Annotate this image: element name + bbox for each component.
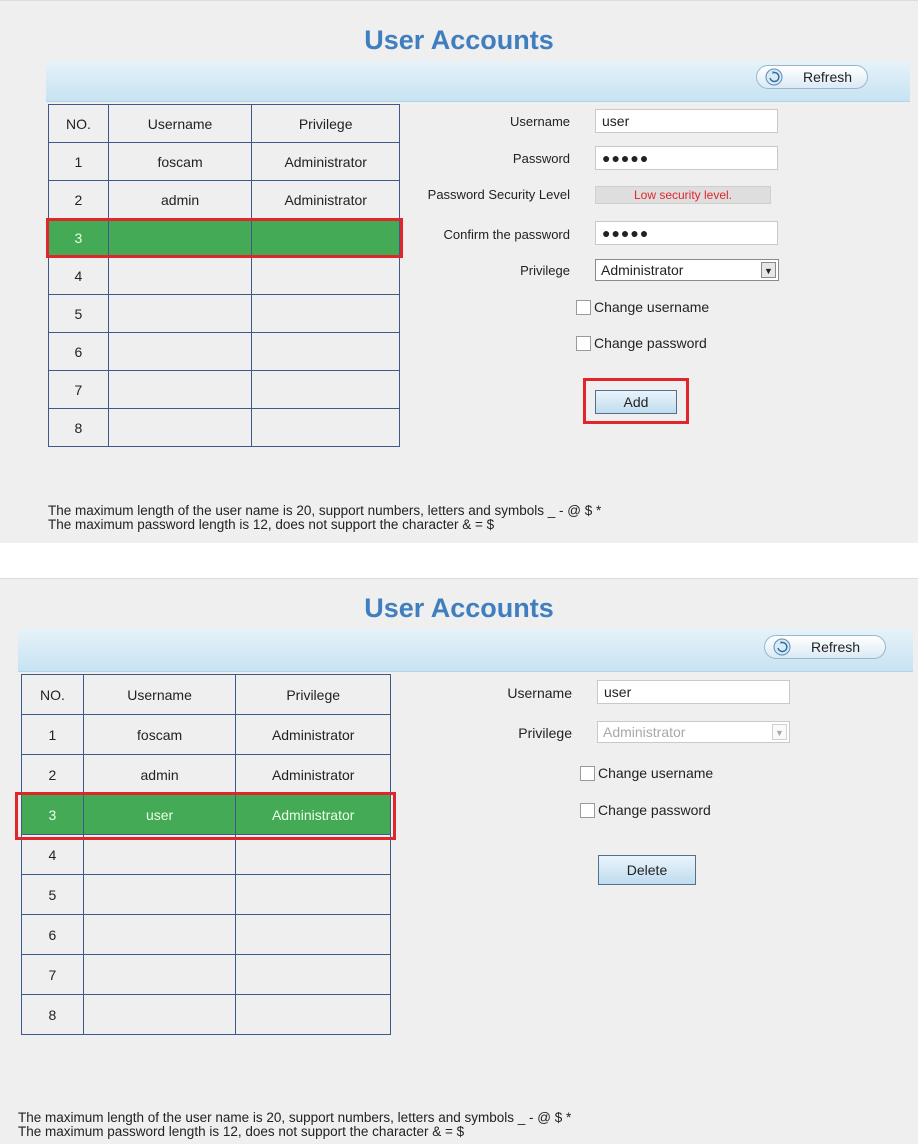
change-password-checkbox[interactable] [576, 335, 707, 351]
cell-username [108, 295, 252, 333]
cell-privilege [252, 371, 400, 409]
page-title: User Accounts [364, 25, 554, 55]
chevron-down-icon[interactable]: ▼ [772, 724, 787, 740]
cell-username [108, 409, 252, 447]
change-username-checkbox[interactable] [576, 299, 709, 315]
username-rules-note: The maximum length of the user name is 20, support numbers, letters and symbols _ - @ $ * [18, 1110, 572, 1125]
cell-no: 3 [49, 219, 109, 257]
confirm-password-label: Confirm the password [443, 227, 570, 242]
username-rules-note: The maximum length of the user name is 20, support numbers, letters and symbols _ - @ $ * [48, 503, 602, 518]
checkbox-icon[interactable] [580, 803, 595, 818]
change-password-label: Change password [598, 802, 711, 818]
username-label: Username [510, 114, 570, 129]
cell-no: 4 [22, 835, 84, 875]
change-username-checkbox[interactable] [580, 765, 713, 781]
header-privilege: Privilege [252, 105, 400, 143]
refresh-button[interactable] [756, 65, 868, 89]
user-table [48, 104, 400, 447]
header-privilege: Privilege [236, 675, 391, 715]
table-row[interactable] [22, 995, 391, 1035]
refresh-icon [765, 68, 783, 86]
change-username-label: Change username [598, 765, 714, 781]
cell-username [83, 835, 236, 875]
password-input[interactable]: ●●●●● [595, 146, 778, 170]
cell-no: 2 [49, 181, 109, 219]
privilege-select[interactable] [595, 259, 779, 281]
cell-no: 2 [22, 755, 84, 795]
privilege-label: Privilege [518, 725, 572, 741]
privilege-label: Privilege [520, 263, 570, 278]
cell-username: foscam [83, 715, 236, 755]
cell-privilege: Administrator [236, 715, 391, 755]
table-row[interactable] [49, 257, 400, 295]
table-row[interactable] [49, 143, 400, 181]
header-username: Username [108, 105, 252, 143]
cell-no: 5 [49, 295, 109, 333]
checkbox-icon[interactable] [576, 336, 591, 351]
confirm-password-input[interactable]: ●●●●● [595, 221, 778, 245]
cell-no: 7 [22, 955, 84, 995]
cell-username: user [83, 795, 236, 835]
page-title: User Accounts [364, 593, 554, 623]
privilege-value: Administrator [601, 262, 684, 278]
user-accounts-panel-add [0, 0, 918, 543]
privilege-value: Administrator [603, 724, 686, 740]
change-username-label: Change username [594, 299, 710, 315]
cell-username [83, 875, 236, 915]
table-row[interactable] [22, 755, 391, 795]
table-row[interactable] [49, 333, 400, 371]
table-row[interactable] [22, 915, 391, 955]
header-no: NO. [49, 105, 109, 143]
table-header-row [22, 675, 391, 715]
table-row[interactable] [49, 409, 400, 447]
toolbar [46, 61, 910, 102]
cell-privilege: Administrator [236, 755, 391, 795]
cell-no: 6 [22, 915, 84, 955]
table-row[interactable] [22, 955, 391, 995]
cell-no: 6 [49, 333, 109, 371]
cell-username: admin [108, 181, 252, 219]
table-row[interactable] [22, 715, 391, 755]
cell-username [108, 371, 252, 409]
password-rules-note: The maximum password length is 12, does not support the character & = $ [48, 517, 495, 532]
cell-privilege: Administrator [236, 795, 391, 835]
cell-username: admin [83, 755, 236, 795]
cell-username [83, 995, 236, 1035]
cell-privilege [236, 995, 391, 1035]
cell-privilege [252, 409, 400, 447]
delete-button[interactable]: Delete [598, 855, 696, 885]
change-password-checkbox[interactable] [580, 802, 711, 818]
checkbox-icon[interactable] [576, 300, 591, 315]
selected-row-highlight [15, 792, 396, 840]
table-row[interactable] [49, 371, 400, 409]
cell-privilege: Administrator [252, 143, 400, 181]
security-level-label: Password Security Level [427, 187, 570, 202]
cell-username [108, 333, 252, 371]
toolbar [18, 629, 913, 672]
refresh-button[interactable] [764, 635, 886, 659]
cell-privilege [252, 295, 400, 333]
refresh-label: Refresh [811, 639, 861, 655]
password-label: Password [512, 151, 570, 166]
cell-username [108, 257, 252, 295]
change-password-label: Change password [594, 335, 707, 351]
cell-privilege [252, 257, 400, 295]
username-label: Username [507, 685, 572, 701]
add-button[interactable]: Add [595, 390, 677, 414]
cell-privilege: Administrator [252, 181, 400, 219]
user-table [21, 674, 391, 1035]
add-button-highlight [583, 378, 689, 424]
cell-privilege [236, 835, 391, 875]
table-row[interactable] [49, 295, 400, 333]
cell-privilege [236, 915, 391, 955]
cell-no: 8 [22, 995, 84, 1035]
cell-no: 3 [22, 795, 84, 835]
cell-username: foscam [108, 143, 252, 181]
table-row[interactable] [49, 181, 400, 219]
security-level-indicator: Low security level. [595, 186, 771, 204]
cell-username [83, 915, 236, 955]
chevron-down-icon[interactable]: ▼ [761, 262, 776, 278]
table-header-row [49, 105, 400, 143]
checkbox-icon[interactable] [580, 766, 595, 781]
refresh-label: Refresh [803, 69, 853, 85]
cell-username [83, 955, 236, 995]
password-rules-note: The maximum password length is 12, does not support the character & = $ [18, 1124, 465, 1139]
selected-row-highlight [46, 218, 403, 258]
cell-privilege [236, 955, 391, 995]
cell-privilege [236, 875, 391, 915]
table-row[interactable] [22, 835, 391, 875]
user-accounts-panel-delete [0, 578, 918, 1144]
username-input[interactable]: user [595, 109, 778, 133]
cell-no: 5 [22, 875, 84, 915]
header-username: Username [83, 675, 236, 715]
header-no: NO. [22, 675, 84, 715]
cell-no: 4 [49, 257, 109, 295]
cell-no: 8 [49, 409, 109, 447]
cell-no: 1 [22, 715, 84, 755]
cell-privilege [252, 333, 400, 371]
privilege-select[interactable] [597, 721, 790, 743]
cell-no: 1 [49, 143, 109, 181]
username-input[interactable]: user [597, 680, 790, 704]
table-row[interactable] [22, 875, 391, 915]
cell-no: 7 [49, 371, 109, 409]
refresh-icon [773, 638, 791, 656]
